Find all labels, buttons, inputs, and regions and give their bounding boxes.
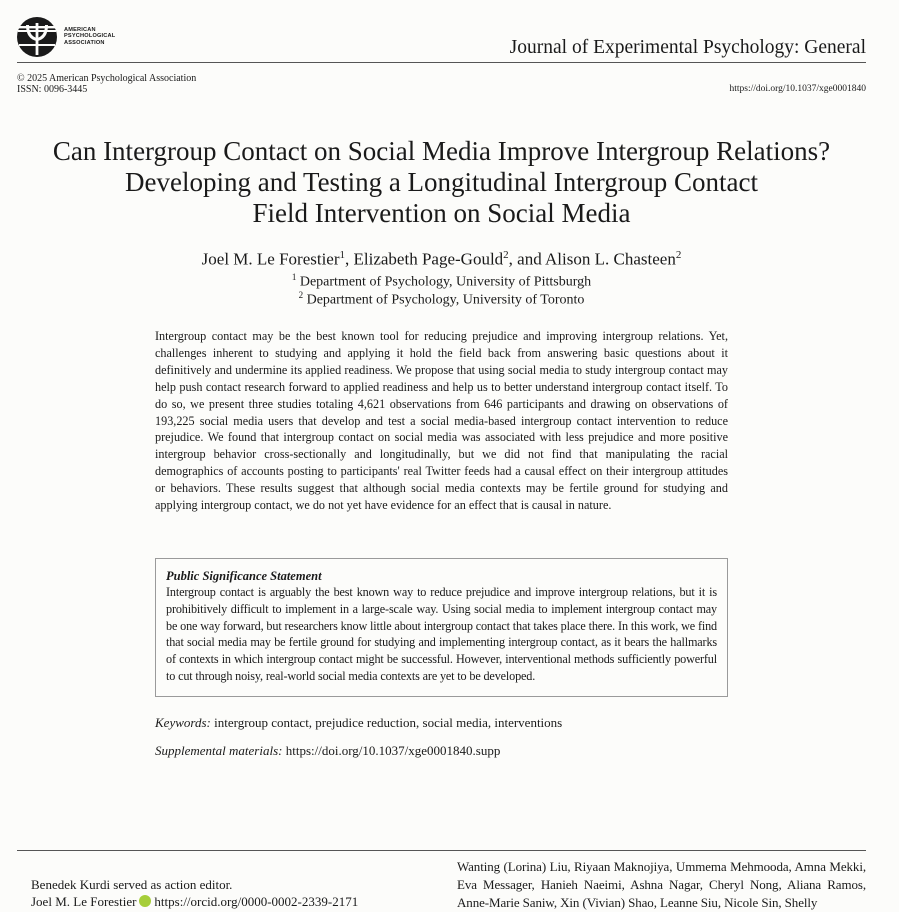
journal-title: Journal of Experimental Psychology: General [509,37,866,58]
affiliation-text: Department of Psychology, University of Toronto [306,292,585,308]
author-affiliation-mark: 2 [503,249,509,261]
publisher-name [64,27,115,46]
title-line: Field Intervention on Social Media [252,198,631,228]
significance-statement-box [155,558,728,697]
significance-body: Intergroup contact is arguably the best known way to reduce prejudice and improve intergroup relations, but it is prohibitively difficult to implement in a large-scale way. Using social media to implement intergroup contact may be one way forward, but researchers know little about intergroup contact that takes place there. In this work, we find that social media may be fertile ground for studying and implementing intergroup contact, as it bears the hallmarks of contexts in which intergroup contact might be successful. However, interventional methods sufficiently powerful to cut through noisy, real-world social media contexts are yet to be developed. [166,585,717,683]
author-affiliation-mark: 2 [675,249,682,261]
keywords-text: intergroup contact, prejudice reduction, social media, interventions [214,715,563,730]
abstract: Intergroup contact may be the best known tool for reducing prejudice and improving intergroup relations. Yet, challenges inherent to studying and applying it hold the field back from answering basic questions about it definitively and undermine its applied readiness. We propose that using social media to study intergroup contact may help push contact research forward to applied readiness and help us to better understand intergroup contact itself. To do so, we present three studies totaling 4,621 observations from 646 participants and drawing on observations of 193,225 social media users that develop and test a social media-based intergroup contact intervention to reduce prejudice. We found that intergroup contact on social media was associated with less prejudice and more positive intergroup behavior cross-sectionally and longitudinally, but we did not find that manipulating the racial demographics of accounts posting to participants' real Twitter feeds had a causal effect on their intergroup attitudes or behaviors. These results suggest that although social media contexts may be fertile ground for studying and applying intergroup contact, we do not yet have evidence for an effect that is causal in nature. [155,329,728,513]
supplemental-link[interactable]: https://doi.org/10.1037/xge0001840.supp [285,743,501,758]
affiliation-text: Department of Psychology, University of Pittsburgh [299,274,592,290]
author-name: Alison L. Chasteen [545,249,676,269]
author-separator: , [345,249,354,269]
title-line: Developing and Testing a Longitudinal Intergroup Contact [125,167,758,197]
affiliation [17,286,866,310]
affiliation-mark: 2 [298,290,304,300]
author-affiliation-mark: 1 [339,249,346,261]
supplemental-label: Supplemental materials: [155,743,283,758]
orcid-icon[interactable] [139,895,151,907]
title-line: Can Intergroup Contact on Social Media Improve Intergroup Relations? [52,136,831,166]
header-divider [17,62,866,63]
author-note-name: Joel M. Le Forestier [31,894,137,909]
publisher-name-line: AMERICAN [64,27,96,33]
author-note [31,894,358,910]
publisher-name-line: ASSOCIATION [64,39,105,46]
article-title [17,136,866,229]
apa-logo-icon [16,16,62,58]
author-name: Elizabeth Page-Gould [353,249,504,269]
significance-heading: Public Significance Statement [166,569,322,583]
acknowledgements: Wanting (Lorina) Liu, Riyaan Maknojiya, Ummema Mehmooda, Amna Mekki, Eva Messager, Hanieh Naeimi, Ashna Nagar, Cheryl Nong, Aliana Ramos, Anne-Marie Saniw, Xin (Vivian) Shao, Leanne Siu, Nicole Sin, Shelly [457,859,866,910]
action-editor-note: Benedek Kurdi served as action editor. [31,877,233,892]
author-list [17,244,866,271]
keywords-label: Keywords: [155,715,211,730]
affiliation-mark: 1 [291,272,297,282]
supplemental-materials [155,742,500,759]
author-name: Joel M. Le Forestier [201,249,340,269]
keywords [155,714,562,731]
footer-divider [17,850,866,851]
publisher-name-line: PSYCHOLOGICAL [64,33,116,40]
author-separator: , and [508,249,546,269]
issn: ISSN: 0096-3445 [17,84,88,95]
doi-link[interactable]: https://doi.org/10.1037/xge0001840 [729,84,866,94]
copyright-notice: © 2025 American Psychological Association [17,73,197,84]
orcid-link[interactable]: https://orcid.org/0000-0002-2339-2171 [154,894,359,909]
